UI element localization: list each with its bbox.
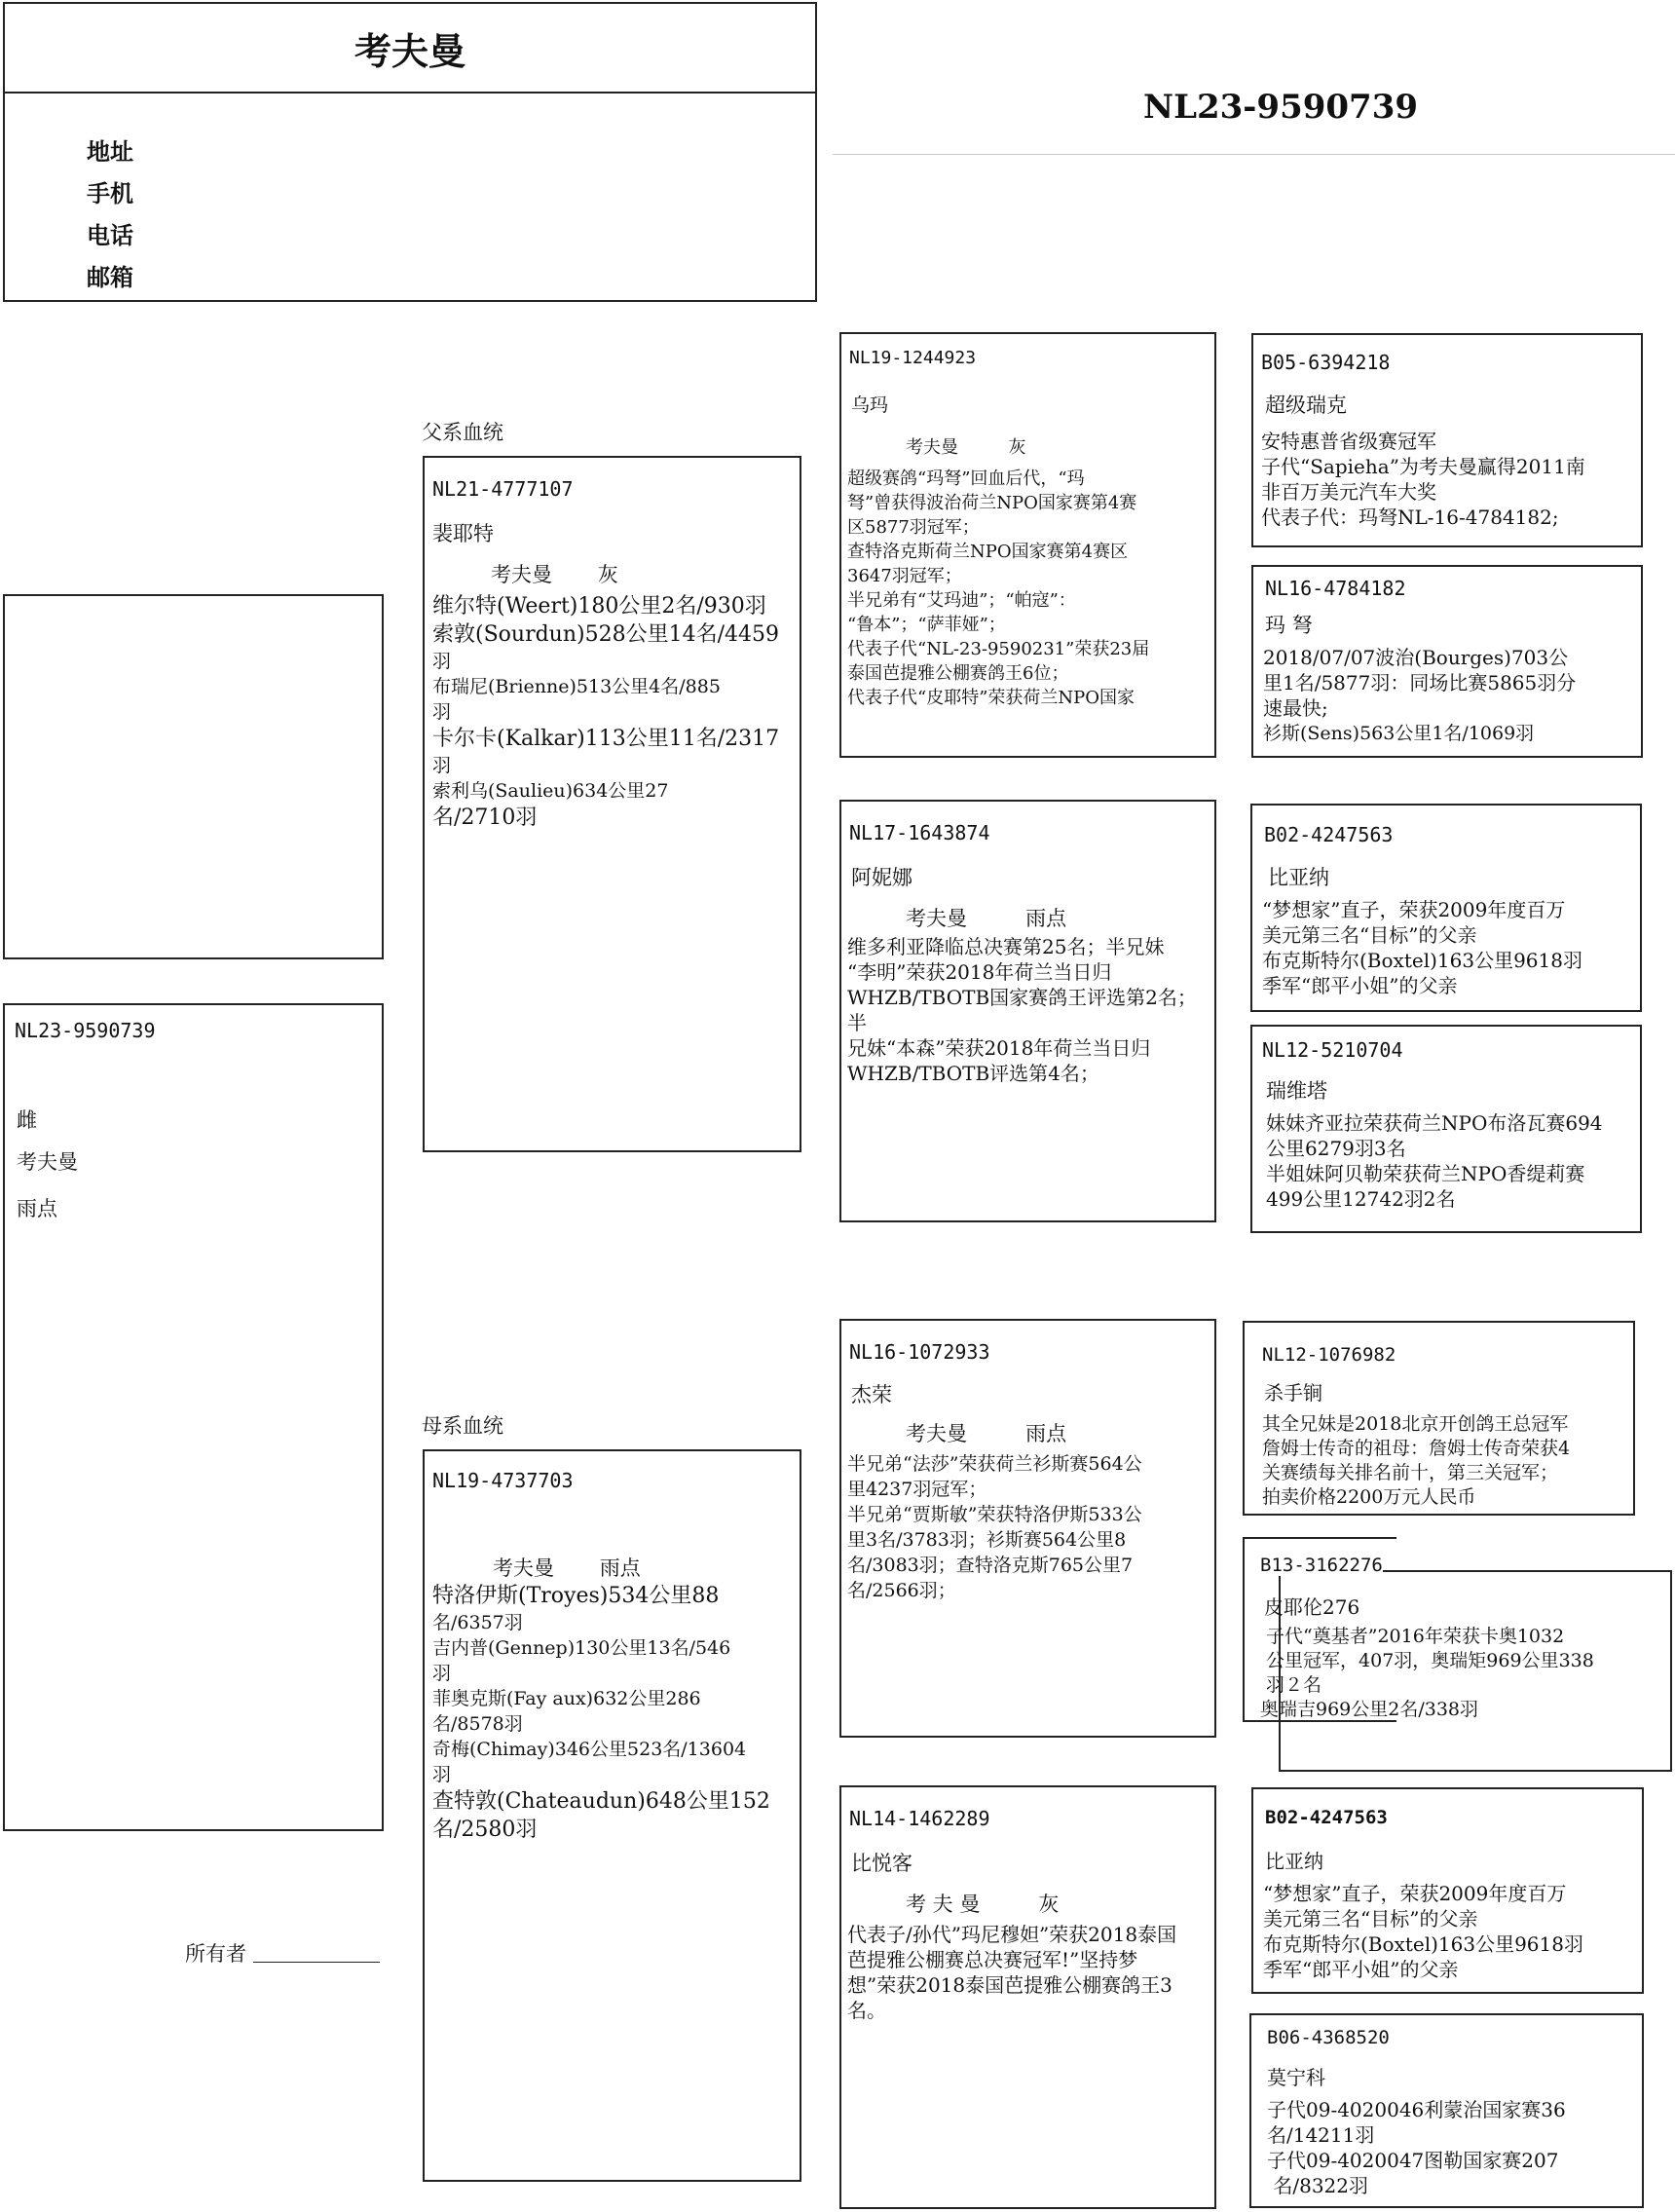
ss-line: “鲁本”；“萨菲娅”； xyxy=(847,615,1006,635)
dss-name: 杀手锏 xyxy=(1264,1381,1322,1405)
ds-breeder-color: 考夫曼 雨点 xyxy=(906,1422,1067,1445)
sds-name: 比亚纳 xyxy=(1268,866,1329,889)
dsd-line: 公里冠军，407羽，奥瑞矩969公里338 xyxy=(1260,1650,1594,1671)
sdd-ring: NL12-5210704 xyxy=(1262,1038,1403,1062)
ds-line: 半兄弟“贾斯敏”荣获特洛伊斯533公 xyxy=(847,1504,1142,1525)
sire-section-title: 父系血统 xyxy=(422,421,503,444)
ss-line: 泰国芭提雅公棚赛鸽王6位； xyxy=(847,663,1069,684)
dam-section-title: 母系血统 xyxy=(422,1414,503,1438)
ds-line: 里4237羽冠军； xyxy=(847,1479,987,1500)
subject-color: 雨点 xyxy=(17,1197,57,1220)
header-card xyxy=(3,2,817,302)
sd-line: 维多利亚降临总决赛第25名；半兄妹 xyxy=(847,935,1165,958)
photo-frame xyxy=(3,594,384,959)
dds-line: 季军“郎平小姐”的父亲 xyxy=(1263,1958,1459,1981)
contact-mobile-label: 手机 xyxy=(87,179,133,207)
sdd-line: 公里6279羽3名 xyxy=(1266,1137,1406,1160)
dam-line: 羽 xyxy=(432,1764,452,1785)
sd-line: “李明”荣获2018年荷兰当日归 xyxy=(847,960,1112,984)
ssd-line: 衫斯(Sens)563公里1名/1069羽 xyxy=(1263,723,1535,744)
ss-line: 弩”曾获得波治荷兰NPO国家赛第4赛 xyxy=(847,493,1137,513)
sds-line: 季军“郎平小姐”的父亲 xyxy=(1262,974,1458,997)
dds-line: “梦想家”直子，荣获2009年度百万 xyxy=(1263,1882,1567,1905)
sss-name: 超级瑞克 xyxy=(1265,394,1347,417)
ddd-line: 子代09-4020046利蒙治国家赛36 xyxy=(1267,2098,1566,2121)
ggp-sss-card xyxy=(1251,333,1643,547)
sdd-line: 半姐妹阿贝勒荣获荷兰NPO香缇莉赛 xyxy=(1266,1162,1585,1185)
sire-line: 布瑞尼(Brienne)513公里4名/885 xyxy=(432,676,721,697)
sdd-line: 499公里12742羽2名 xyxy=(1266,1187,1456,1211)
dsd-line: 羽２名 xyxy=(1260,1674,1322,1696)
sdd-line: 妹妹齐亚拉荣获荷兰NPO布洛瓦赛694 xyxy=(1266,1111,1603,1135)
dss-line: 关赛绩每关排名前十，第三关冠军； xyxy=(1262,1462,1559,1483)
dam-line: 特洛伊斯(Troyes)534公里88 xyxy=(432,1584,720,1608)
dd-name: 比悦客 xyxy=(851,1852,912,1875)
ggp-dsd-top-rule xyxy=(1243,1537,1396,1539)
dds-line: 美元第三名“目标”的父亲 xyxy=(1263,1907,1478,1931)
ss-line: 超级赛鸽“玛弩”回血后代，“玛 xyxy=(847,469,1085,489)
granddam-maternal-card xyxy=(839,1785,1216,2209)
dd-ring: NL14-1462289 xyxy=(849,1807,990,1830)
sire-name: 裴耶特 xyxy=(432,522,494,545)
ggp-sdd-card xyxy=(1250,1025,1642,1233)
dam-line: 吉内普(Gennep)130公里13名/546 xyxy=(432,1637,731,1659)
ddd-name: 莫宁科 xyxy=(1267,2066,1325,2089)
ssd-line: 2018/07/07波治(Bourges)703公 xyxy=(1263,646,1569,669)
sd-line: WHZB/TBOTB国家赛鸽王评选第2名；半 xyxy=(847,986,1197,1034)
sds-line: 布克斯特尔(Boxtel)163公里9618羽 xyxy=(1262,949,1582,972)
sire-breeder-color: 考夫曼 灰 xyxy=(491,563,618,586)
dss-line: 詹姆士传奇的祖母：詹姆士传奇荣获4 xyxy=(1262,1438,1571,1459)
dss-line: 其全兄妹是2018北京开创鸽王总冠军 xyxy=(1262,1413,1569,1435)
header-rule xyxy=(833,154,1675,155)
ds-line: 名/3083羽；查特洛克斯765公里7 xyxy=(847,1555,1134,1576)
granddam-paternal-card xyxy=(839,800,1216,1222)
ss-line: 3647羽冠军； xyxy=(847,566,962,586)
dam-line: 名/6357羽 xyxy=(432,1612,523,1633)
contact-phone-label: 电话 xyxy=(87,221,133,249)
dam-line: 奇梅(Chimay)346公里523名/13604 xyxy=(432,1739,747,1760)
dss-ring: NL12-1076982 xyxy=(1262,1344,1396,1366)
dsd-name: 皮耶伦276 xyxy=(1264,1595,1360,1619)
dds-line: 布克斯特尔(Boxtel)163公里9618羽 xyxy=(1263,1932,1583,1956)
ss-name: 乌玛 xyxy=(851,394,889,416)
sds-line: 美元第三名“目标”的父亲 xyxy=(1262,923,1477,947)
sd-name: 阿妮娜 xyxy=(851,866,912,889)
ds-line: 半兄弟“法莎”荣获荷兰衫斯赛564公 xyxy=(847,1453,1142,1475)
ssd-name: 玛 弩 xyxy=(1265,614,1313,637)
dam-line: 名/8578羽 xyxy=(432,1713,523,1735)
grandsire-paternal-card xyxy=(839,332,1216,758)
sire-line: 索利乌(Saulieu)634公里27 xyxy=(432,780,669,802)
dam-line: 查特敦(Chateaudun)648公里152 xyxy=(432,1789,770,1814)
ddd-line: 名/14211羽 xyxy=(1267,2123,1375,2147)
sire-line: 索敦(Sourdun)528公里14名/4459 xyxy=(432,622,779,647)
ss-line: 代表子代“皮耶特”荣获荷兰NPO国家 xyxy=(847,688,1135,708)
sds-ring: B02-4247563 xyxy=(1264,823,1394,846)
main-ring-number: NL23-9590739 xyxy=(1143,88,1419,127)
sss-line: 子代“Sapieha”为考夫曼赢得2011南 xyxy=(1261,455,1585,478)
dsd-line: 奥瑞吉969公里2名/338羽 xyxy=(1260,1699,1479,1720)
sds-line: “梦想家”直子，荣获2009年度百万 xyxy=(1262,898,1566,921)
sire-line: 羽 xyxy=(432,701,452,723)
sdd-name: 瑞维塔 xyxy=(1266,1079,1327,1103)
ssd-line: 速最快; xyxy=(1263,696,1328,720)
ssd-ring: NL16-4784182 xyxy=(1265,577,1406,600)
sire-line: 维尔特(Weert)180公里2名/930羽 xyxy=(432,594,766,619)
ggp-dds-card xyxy=(1251,1787,1644,1994)
dd-breeder-color: 考 夫 曼 灰 xyxy=(906,1893,1060,1916)
dd-line: 名。 xyxy=(847,1999,886,2022)
dsd-line: 子代“奠基者”2016年荣获卡奥1032 xyxy=(1260,1626,1565,1647)
dds-name: 比亚纳 xyxy=(1265,1850,1323,1873)
ds-name: 杰荣 xyxy=(851,1383,892,1406)
dam-line: 名/2580羽 xyxy=(432,1818,538,1842)
sss-line: 代表子代：玛弩NL-16-4784182; xyxy=(1261,506,1559,529)
sd-line: WHZB/TBOTB评选第4名； xyxy=(847,1062,1099,1085)
ggp-ssd-card xyxy=(1251,565,1643,758)
dam-line: 羽 xyxy=(432,1663,452,1684)
ddd-line: 名/8322羽 xyxy=(1267,2174,1368,2197)
sire-line: 卡尔卡(Kalkar)113公里11名/2317 xyxy=(432,727,780,751)
ss-line: 查特洛克斯荷兰NPO国家赛第4赛区 xyxy=(847,542,1129,562)
owner-signature-line xyxy=(253,1962,380,1963)
ds-line: 名/2566羽； xyxy=(847,1580,956,1601)
brand-title: 考夫曼 xyxy=(354,29,465,73)
ds-line: 里3名/3783羽；衫斯赛564公里8 xyxy=(847,1529,1127,1551)
dss-line: 拍卖价格2200万元人民币 xyxy=(1262,1486,1476,1508)
dd-line: 芭提雅公棚赛总决赛冠军!”坚持梦 xyxy=(847,1948,1138,1971)
sd-ring: NL17-1643874 xyxy=(849,821,990,844)
header-divider xyxy=(5,92,815,94)
ssd-line: 里1名/5877羽：同场比赛5865羽分 xyxy=(1263,671,1577,694)
dd-line: 代表子/孙代”玛尼穆妲”荣获2018泰国 xyxy=(847,1923,1177,1946)
ss-line: 区5877羽冠军； xyxy=(847,517,980,538)
sire-line: 名/2710羽 xyxy=(432,806,538,830)
ss-ring: NL19-1244923 xyxy=(849,348,977,368)
grandsire-maternal-card xyxy=(839,1319,1216,1738)
owner-label: 所有者 xyxy=(185,1942,246,1966)
subject-ring: NL23-9590739 xyxy=(15,1019,156,1042)
sss-line: 非百万美元汽车大奖 xyxy=(1261,480,1436,504)
ss-line: 代表子代“NL-23-9590231”荣获23届 xyxy=(847,639,1150,659)
contact-email-label: 邮箱 xyxy=(87,263,133,291)
sd-line: 兄妹“本森”荣获2018年荷兰当日归 xyxy=(847,1036,1151,1060)
sire-card xyxy=(423,456,801,1152)
ds-ring: NL16-1072933 xyxy=(849,1340,990,1364)
ss-breeder-color: 考夫曼 灰 xyxy=(906,437,1026,458)
sire-ring: NL21-4777107 xyxy=(432,477,574,501)
dam-breeder-color: 考夫曼 雨点 xyxy=(493,1556,641,1580)
ddd-ring: B06-4368520 xyxy=(1267,2027,1390,2048)
ss-line: 半兄弟有“艾玛迪”；“帕寇”： xyxy=(847,590,1076,611)
subject-card xyxy=(3,1003,384,1831)
dd-line: 想”荣获2018泰国芭提雅公棚赛鸽王3 xyxy=(847,1973,1172,1997)
subject-sex: 雌 xyxy=(17,1108,37,1132)
sd-breeder-color: 考夫曼 雨点 xyxy=(906,907,1067,930)
contact-address-label: 地址 xyxy=(87,137,133,166)
subject-breeder: 考夫曼 xyxy=(17,1150,78,1174)
sss-ring: B05-6394218 xyxy=(1261,351,1391,374)
sire-line: 羽 xyxy=(432,651,452,672)
ddd-line: 子代09-4020047图勒国家赛207 xyxy=(1267,2149,1559,2172)
ggp-ddd-card xyxy=(1249,2013,1644,2208)
sss-line: 安特惠普省级赛冠军 xyxy=(1261,430,1436,453)
dam-ring: NL19-4737703 xyxy=(432,1469,574,1492)
ggp-sds-card xyxy=(1250,804,1642,1012)
ggp-dss-card xyxy=(1243,1321,1635,1516)
dam-line: 菲奥克斯(Fay aux)632公里286 xyxy=(432,1688,701,1709)
sire-line: 羽 xyxy=(432,755,452,776)
dam-card xyxy=(423,1449,801,2182)
dds-ring: B02-4247563 xyxy=(1265,1807,1388,1828)
dsd-ring: B13-3162276 xyxy=(1260,1555,1383,1576)
